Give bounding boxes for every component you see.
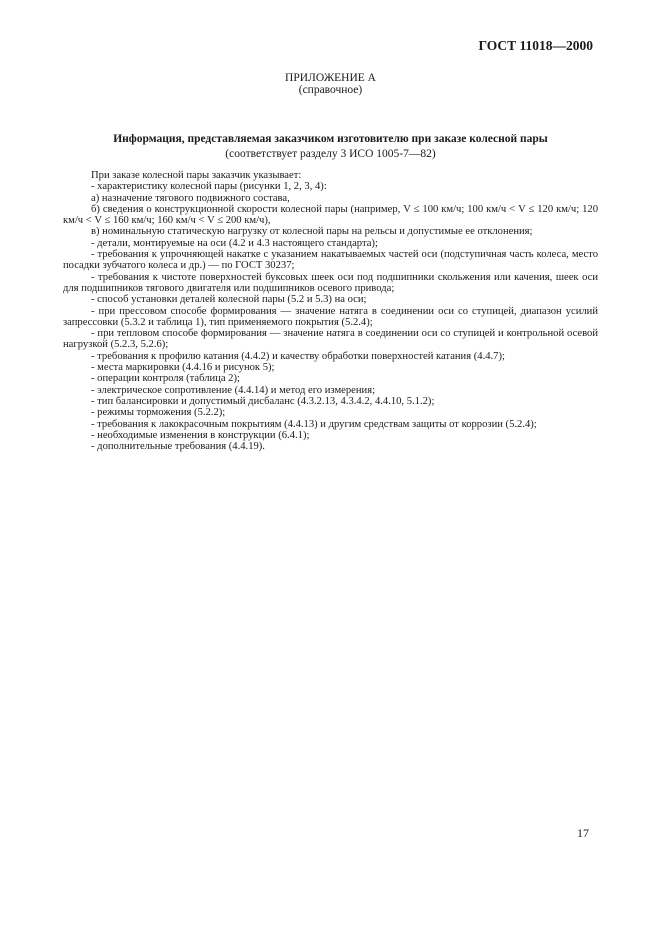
heading-subtitle: (соответствует разделу 3 ИСО 1005-7—82) <box>225 148 436 160</box>
paragraph: а) назначение тягового подвижного состава, <box>91 192 290 204</box>
paragraph: - при тепловом способе формирования — значение натяга в соединении оси со ступицей и контрольной осевой нагрузкой (5.2.3, 5.2.6); <box>63 328 598 351</box>
paragraph: - режимы торможения (5.2.2); <box>91 407 226 419</box>
paragraph: При заказе колесной пары заказчик указывает: <box>91 170 302 181</box>
paragraph: - способ установки деталей колесной пары (5.2 и 5.3) на оси; <box>91 294 367 306</box>
paragraph: - детали, монтируемые на оси (4.2 и 4.3 настоящего стандарта); <box>91 237 378 249</box>
paragraph: - требования к упрочняющей накатке с указанием накатываемых частей оси (подступичная часть колеса, место посадки зубчатого колеса и др.) — по ГОСТ 30237; <box>63 249 598 272</box>
page-number: 17 <box>577 826 589 840</box>
paragraph: - требования к лакокрасочным покрытиям (4.4.13) и другим средствам защиты от коррозии (5.2.4); <box>91 418 537 430</box>
appendix-title: ПРИЛОЖЕНИЕ А <box>285 72 376 84</box>
paragraph: б) сведения о конструкционной скорости колесной пары (например, V ≤ 100 км/ч; 100 км/ч < V ≤ 120 км/ч; 120 км/ч < V ≤ 160 км/ч; 160 км/ч < V ≤ 200 км/ч), <box>63 203 598 227</box>
paragraph: - операции контроля (таблица 2); <box>91 373 240 385</box>
appendix-subtitle: (справочное) <box>298 84 363 96</box>
paragraph: - требования к профилю катания (4.4.2) и качеству обработки поверхностей катания (4.4.7); <box>91 350 505 362</box>
paragraph: - требования к чистоте поверхностей буксовых шеек оси под подшипники скольжения или качения, шеек оси для подшипников тягового двигателя или подшипников осевого привода; <box>63 271 598 294</box>
paragraph: в) номинальную статическую нагрузку от колесной пары на рельсы и допустимые ее отклонения; <box>91 226 533 238</box>
paragraph: - при прессовом способе формирования — значение натяга в соединении оси со ступицей, диапазон усилий запрессовки (5.3.2 и таблица 1), тип применяемого покрытия (5.2.4); <box>63 305 598 328</box>
paragraph: - характеристику колесной пары (рисунки 1, 2, 3, 4): <box>91 181 327 193</box>
body-text <box>63 170 598 452</box>
paragraph: - необходимые изменения в конструкции (6.4.1); <box>91 429 310 441</box>
heading-title: Информация, представляемая заказчиком изготовителю при заказе колесной пары <box>113 133 548 145</box>
paragraph: - дополнительные требования (4.4.19). <box>91 441 265 453</box>
appendix-block <box>0 72 661 96</box>
paragraph: - электрическое сопротивление (4.4.14) и метод его измерения; <box>91 384 376 396</box>
document-code: ГОСТ 11018—2000 <box>478 38 593 53</box>
section-heading <box>0 132 661 162</box>
paragraph: - тип балансировки и допустимый дисбаланс (4.3.2.13, 4.3.4.2, 4.4.10, 5.1.2); <box>91 395 435 407</box>
paragraph: - места маркировки (4.4.16 и рисунок 5); <box>91 362 275 374</box>
